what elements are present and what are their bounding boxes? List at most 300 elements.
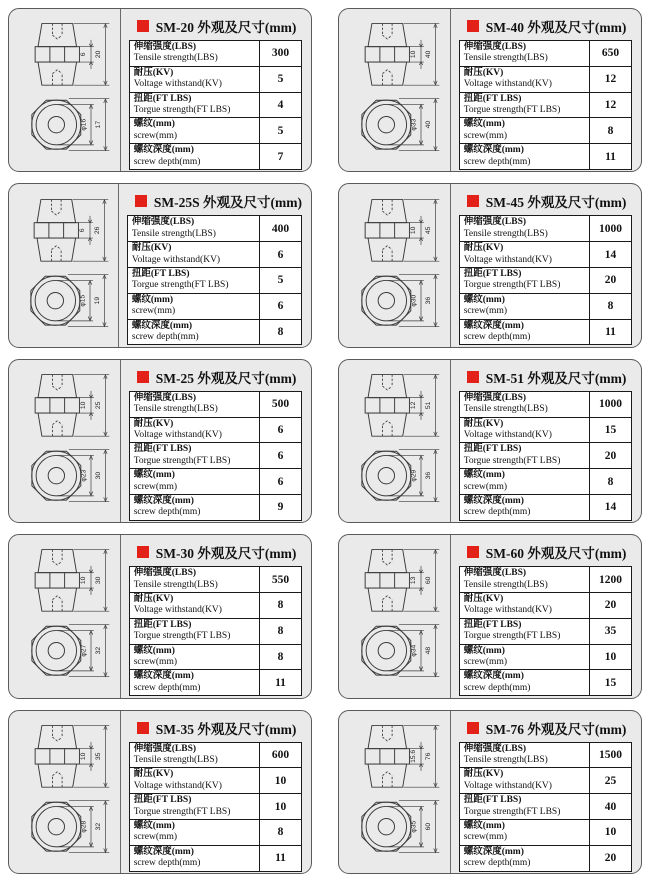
voltage-value: 25 bbox=[590, 768, 632, 794]
torque-value: 10 bbox=[260, 794, 302, 820]
table-row-screw-depth bbox=[127, 319, 301, 345]
row-label-en: Torgue strength(FT LBS) bbox=[133, 631, 231, 642]
tensile-value: 550 bbox=[260, 567, 302, 593]
red-square-bullet-icon bbox=[137, 20, 149, 32]
red-square-bullet-icon bbox=[137, 546, 149, 558]
table-row-screw-depth bbox=[459, 670, 631, 696]
table-row-torque bbox=[459, 443, 631, 469]
table-row-voltage bbox=[129, 768, 301, 794]
table-row-torque bbox=[129, 794, 301, 820]
top-view bbox=[32, 625, 110, 677]
row-label-zh: 耐压(KV) bbox=[463, 67, 504, 78]
dim-height-label: 76 bbox=[425, 752, 433, 760]
top-view bbox=[362, 274, 440, 326]
technical-drawing bbox=[9, 360, 121, 522]
row-label-zh: 螺纹深度(mm) bbox=[463, 495, 524, 506]
row-label-zh: 螺纹(mm) bbox=[463, 645, 505, 656]
row-label-zh: 耐压(KV) bbox=[463, 769, 504, 780]
table-row-screw bbox=[129, 118, 301, 144]
dim-band-label: 10 bbox=[80, 752, 88, 760]
voltage-value: 6 bbox=[260, 417, 302, 443]
tensile-value: 600 bbox=[260, 742, 302, 768]
row-label-zh: 伸缩强度(LBS) bbox=[463, 42, 527, 52]
dim-diameter-label: φ30 bbox=[411, 294, 419, 307]
dim-outer-label: 30 bbox=[95, 471, 103, 480]
dim-diameter-label: φ15 bbox=[80, 294, 88, 307]
table-row-screw-depth bbox=[459, 845, 631, 871]
row-label-en: screw(mm) bbox=[463, 832, 507, 843]
screw-value: 10 bbox=[590, 819, 632, 845]
technical-drawing bbox=[9, 9, 121, 171]
table-row-tensile bbox=[127, 216, 301, 242]
row-label-zh: 扭距(FT LBS) bbox=[133, 795, 192, 806]
panel-title-text: SM-35 外观及尺寸(mm) bbox=[155, 721, 297, 737]
tensile-value: 1200 bbox=[590, 567, 632, 593]
dim-outer-label: 48 bbox=[425, 647, 433, 655]
red-square-bullet-icon bbox=[467, 371, 479, 383]
spec-panel bbox=[8, 710, 312, 874]
technical-drawing bbox=[339, 9, 451, 171]
top-view bbox=[362, 450, 440, 502]
red-square-bullet-icon bbox=[467, 722, 479, 734]
dim-diameter-label: φ33 bbox=[411, 118, 419, 131]
row-label-en: screw(mm) bbox=[463, 306, 507, 317]
top-view bbox=[362, 800, 440, 852]
spec-content bbox=[451, 9, 641, 171]
row-label-en: Voltage withstand(KV) bbox=[463, 605, 552, 616]
row-label-zh: 螺纹深度(mm) bbox=[131, 320, 193, 331]
table-row-screw-depth bbox=[459, 319, 631, 345]
torque-value: 6 bbox=[260, 443, 302, 469]
table-row-screw bbox=[459, 469, 631, 495]
row-label-en: Torgue strength(FT LBS) bbox=[131, 280, 229, 291]
dim-band-label: 10 bbox=[410, 50, 418, 59]
row-label-en: screw depth(mm) bbox=[133, 682, 201, 693]
row-label-zh: 伸缩强度(LBS) bbox=[463, 392, 527, 403]
torque-value: 4 bbox=[260, 92, 302, 118]
table-row-tensile bbox=[129, 391, 301, 417]
technical-drawing bbox=[9, 711, 121, 873]
spec-table bbox=[459, 566, 632, 696]
row-label-zh: 伸缩强度(LBS) bbox=[463, 217, 527, 228]
dim-outer-label: 17 bbox=[95, 121, 103, 129]
table-row-torque bbox=[129, 443, 301, 469]
row-label-en: screw depth(mm) bbox=[463, 858, 531, 869]
tensile-value: 1500 bbox=[590, 742, 632, 768]
panel-title-text: SM-25 外观及尺寸(mm) bbox=[155, 370, 297, 386]
row-label-zh: 耐压(KV) bbox=[133, 593, 174, 604]
torque-value: 20 bbox=[590, 443, 632, 469]
panel-title-text: SM-60 外观及尺寸(mm) bbox=[485, 546, 627, 562]
spec-content bbox=[121, 535, 311, 697]
screw-depth-value: 11 bbox=[260, 845, 302, 871]
voltage-value: 14 bbox=[590, 242, 632, 268]
dim-outer-label: 32 bbox=[95, 822, 103, 831]
row-label-en: screw(mm) bbox=[463, 481, 507, 492]
row-label-zh: 螺纹深度(mm) bbox=[133, 145, 194, 156]
side-view bbox=[366, 199, 440, 261]
row-label-zh: 扭距(FT LBS) bbox=[463, 268, 522, 279]
panel-title-text: SM-51 外观及尺寸(mm) bbox=[485, 370, 627, 386]
screw-depth-value: 14 bbox=[590, 494, 632, 520]
table-row-torque bbox=[459, 92, 631, 118]
spec-panel bbox=[8, 8, 312, 172]
dim-height-label: 25 bbox=[95, 401, 103, 410]
spec-content bbox=[119, 184, 311, 346]
panel-title bbox=[467, 16, 632, 36]
row-label-zh: 螺纹深度(mm) bbox=[463, 320, 524, 331]
side-view bbox=[366, 550, 440, 612]
row-label-zh: 螺纹深度(mm) bbox=[463, 846, 524, 857]
row-label-en: Torgue strength(FT LBS) bbox=[463, 631, 561, 642]
panel-title-text: SM-25S 外观及尺寸(mm) bbox=[153, 195, 302, 211]
side-view bbox=[36, 24, 110, 86]
table-row-voltage bbox=[459, 592, 631, 618]
row-label-zh: 螺纹(mm) bbox=[463, 294, 505, 305]
table-row-torque bbox=[129, 618, 301, 644]
table-row-tensile bbox=[459, 216, 631, 242]
technical-drawing bbox=[9, 184, 119, 346]
table-row-tensile bbox=[459, 742, 631, 768]
row-label-zh: 耐压(KV) bbox=[463, 243, 504, 254]
red-square-bullet-icon bbox=[467, 20, 479, 32]
row-label-zh: 伸缩强度(LBS) bbox=[133, 42, 197, 52]
table-row-screw-depth bbox=[129, 670, 301, 696]
row-label-en: Torgue strength(FT LBS) bbox=[463, 806, 561, 817]
spec-panel bbox=[338, 183, 642, 347]
screw-value: 10 bbox=[590, 644, 632, 670]
spec-panel bbox=[338, 359, 642, 523]
row-label-zh: 螺纹深度(mm) bbox=[463, 671, 524, 682]
table-row-torque bbox=[459, 267, 631, 293]
row-label-en: screw(mm) bbox=[133, 130, 177, 141]
screw-value: 8 bbox=[260, 819, 302, 845]
row-label-en: Voltage withstand(KV) bbox=[133, 429, 222, 440]
torque-value: 8 bbox=[260, 618, 302, 644]
spec-panel bbox=[338, 8, 642, 172]
table-row-tensile bbox=[129, 41, 301, 67]
technical-drawing bbox=[339, 360, 451, 522]
screw-value: 8 bbox=[590, 118, 632, 144]
row-label-zh: 螺纹(mm) bbox=[133, 119, 175, 130]
table-row-voltage bbox=[127, 242, 301, 268]
spec-table bbox=[129, 742, 302, 872]
red-square-bullet-icon bbox=[137, 371, 149, 383]
insulator-drawing-svg bbox=[343, 14, 447, 166]
spec-table bbox=[129, 566, 302, 696]
table-row-screw-depth bbox=[129, 144, 301, 170]
row-label-en: screw depth(mm) bbox=[463, 331, 531, 342]
dim-height-label: 35 bbox=[95, 752, 103, 760]
table-row-voltage bbox=[459, 417, 631, 443]
dim-band-label: 6 bbox=[80, 52, 88, 57]
row-label-en: Tensile strength(LBS) bbox=[463, 404, 548, 415]
tensile-value: 650 bbox=[590, 41, 632, 67]
table-row-screw-depth bbox=[459, 494, 631, 520]
row-label-en: Voltage withstand(KV) bbox=[133, 605, 222, 616]
row-label-zh: 螺纹(mm) bbox=[133, 820, 175, 831]
dim-outer-label: 36 bbox=[425, 471, 433, 480]
panel-title bbox=[467, 718, 632, 738]
row-label-zh: 扭距(FT LBS) bbox=[463, 795, 522, 806]
table-row-tensile bbox=[459, 567, 631, 593]
dim-diameter-label: φ29 bbox=[411, 469, 419, 482]
row-label-en: screw(mm) bbox=[463, 656, 507, 667]
row-label-zh: 耐压(KV) bbox=[463, 418, 504, 429]
dim-outer-label: 32 bbox=[95, 647, 103, 655]
table-row-voltage bbox=[459, 242, 631, 268]
screw-depth-value: 11 bbox=[260, 670, 302, 696]
spec-panel bbox=[8, 183, 312, 347]
row-label-en: Torgue strength(FT LBS) bbox=[133, 806, 231, 817]
red-square-bullet-icon bbox=[467, 195, 479, 207]
voltage-value: 20 bbox=[590, 592, 632, 618]
table-row-screw bbox=[129, 469, 301, 495]
row-label-zh: 螺纹深度(mm) bbox=[133, 495, 194, 506]
row-label-en: screw depth(mm) bbox=[133, 858, 201, 869]
panel-title bbox=[467, 191, 632, 211]
torque-value: 20 bbox=[590, 267, 632, 293]
top-view bbox=[32, 800, 110, 852]
table-row-voltage bbox=[459, 66, 631, 92]
top-view bbox=[32, 99, 110, 151]
side-view bbox=[366, 375, 440, 437]
row-label-en: Tensile strength(LBS) bbox=[133, 404, 218, 415]
row-label-zh: 伸缩强度(LBS) bbox=[463, 568, 527, 579]
spec-panel bbox=[8, 534, 312, 698]
screw-value: 8 bbox=[590, 293, 632, 319]
dim-height-label: 30 bbox=[95, 577, 103, 585]
table-row-voltage bbox=[459, 768, 631, 794]
row-label-en: Tensile strength(LBS) bbox=[133, 53, 218, 64]
table-row-screw bbox=[459, 293, 631, 319]
screw-depth-value: 8 bbox=[260, 319, 302, 345]
table-row-tensile bbox=[129, 567, 301, 593]
top-view bbox=[32, 450, 110, 502]
row-label-zh: 耐压(KV) bbox=[133, 769, 174, 780]
screw-depth-value: 7 bbox=[260, 144, 302, 170]
row-label-en: Voltage withstand(KV) bbox=[463, 254, 552, 265]
voltage-value: 15 bbox=[590, 417, 632, 443]
table-row-screw bbox=[459, 644, 631, 670]
row-label-zh: 扭距(FT LBS) bbox=[463, 93, 522, 104]
spec-content bbox=[451, 535, 641, 697]
insulator-drawing-svg bbox=[13, 365, 117, 517]
screw-depth-value: 15 bbox=[590, 670, 632, 696]
screw-depth-value: 11 bbox=[590, 319, 632, 345]
dim-diameter-label: φ28 bbox=[81, 820, 89, 833]
voltage-value: 8 bbox=[260, 592, 302, 618]
torque-value: 12 bbox=[590, 92, 632, 118]
row-label-en: Voltage withstand(KV) bbox=[463, 429, 552, 440]
panel-title-text: SM-45 外观及尺寸(mm) bbox=[485, 195, 627, 211]
row-label-zh: 螺纹(mm) bbox=[133, 470, 175, 481]
insulator-drawing-svg bbox=[12, 190, 116, 342]
row-label-zh: 耐压(KV) bbox=[131, 243, 172, 254]
dim-band-label: 10 bbox=[80, 577, 88, 585]
screw-depth-value: 9 bbox=[260, 494, 302, 520]
panel-title-text: SM-30 外观及尺寸(mm) bbox=[155, 546, 297, 562]
row-label-en: Tensile strength(LBS) bbox=[463, 579, 548, 590]
screw-value: 5 bbox=[260, 118, 302, 144]
table-row-screw bbox=[459, 819, 631, 845]
table-row-tensile bbox=[459, 391, 631, 417]
row-label-en: screw(mm) bbox=[133, 832, 177, 843]
row-label-zh: 伸缩强度(LBS) bbox=[133, 392, 197, 403]
row-label-en: Tensile strength(LBS) bbox=[463, 53, 548, 64]
tensile-value: 1000 bbox=[590, 391, 632, 417]
table-row-screw bbox=[129, 819, 301, 845]
row-label-en: Torgue strength(FT LBS) bbox=[133, 455, 231, 466]
dim-height-label: 45 bbox=[425, 226, 433, 234]
table-row-screw-depth bbox=[129, 845, 301, 871]
screw-value: 6 bbox=[260, 469, 302, 495]
side-view bbox=[366, 725, 440, 787]
row-label-en: Voltage withstand(KV) bbox=[131, 254, 221, 265]
table-row-torque bbox=[129, 92, 301, 118]
screw-value: 6 bbox=[260, 293, 302, 319]
row-label-en: screw depth(mm) bbox=[133, 507, 201, 518]
voltage-value: 10 bbox=[260, 768, 302, 794]
table-row-screw bbox=[129, 644, 301, 670]
row-label-en: screw(mm) bbox=[463, 130, 507, 141]
tensile-value: 300 bbox=[260, 41, 302, 67]
spec-content bbox=[121, 711, 311, 873]
side-view bbox=[35, 199, 109, 261]
row-label-en: screw depth(mm) bbox=[463, 156, 531, 167]
spec-table bbox=[127, 215, 302, 345]
row-label-zh: 耐压(KV) bbox=[133, 67, 174, 78]
row-label-zh: 扭距(FT LBS) bbox=[133, 619, 192, 630]
row-label-zh: 螺纹(mm) bbox=[133, 645, 175, 656]
side-view bbox=[366, 24, 440, 86]
technical-drawing bbox=[9, 535, 121, 697]
dim-band-label: 12 bbox=[410, 401, 418, 410]
dim-outer-label: 60 bbox=[425, 822, 433, 831]
side-view bbox=[36, 375, 110, 437]
voltage-value: 5 bbox=[260, 66, 302, 92]
row-label-en: screw(mm) bbox=[133, 481, 177, 492]
row-label-zh: 耐压(KV) bbox=[463, 593, 504, 604]
tensile-value: 400 bbox=[260, 216, 302, 242]
insulator-drawing-svg bbox=[13, 716, 117, 868]
row-label-en: screw depth(mm) bbox=[133, 156, 201, 167]
insulator-drawing-svg bbox=[343, 716, 447, 868]
insulator-drawing-svg bbox=[13, 14, 117, 166]
dim-height-label: 26 bbox=[94, 226, 102, 234]
panel-title bbox=[137, 718, 302, 738]
dim-diameter-label: φ16 bbox=[81, 118, 89, 131]
spec-table bbox=[459, 215, 632, 345]
spec-panel bbox=[8, 359, 312, 523]
panel-title bbox=[137, 16, 302, 36]
row-label-zh: 螺纹(mm) bbox=[463, 470, 505, 481]
voltage-value: 12 bbox=[590, 66, 632, 92]
row-label-en: Tensile strength(LBS) bbox=[463, 228, 548, 239]
row-label-en: Tensile strength(LBS) bbox=[463, 754, 548, 765]
top-view bbox=[362, 99, 440, 151]
row-label-zh: 伸缩强度(LBS) bbox=[131, 217, 195, 228]
dim-height-label: 20 bbox=[95, 50, 103, 59]
panel-title bbox=[135, 191, 302, 211]
insulator-drawing-svg bbox=[343, 540, 447, 692]
technical-drawing bbox=[339, 535, 451, 697]
dim-height-label: 40 bbox=[425, 50, 433, 59]
row-label-zh: 扭距(FT LBS) bbox=[133, 444, 192, 455]
screw-value: 8 bbox=[590, 469, 632, 495]
row-label-zh: 扭距(FT LBS) bbox=[463, 619, 522, 630]
panel-title-text: SM-40 外观及尺寸(mm) bbox=[485, 20, 627, 35]
row-label-zh: 螺纹深度(mm) bbox=[463, 145, 524, 156]
row-label-zh: 扭距(FT LBS) bbox=[133, 93, 192, 104]
spec-table bbox=[459, 40, 632, 170]
row-label-zh: 扭距(FT LBS) bbox=[463, 444, 522, 455]
spec-table bbox=[129, 391, 302, 521]
insulator-drawing-svg bbox=[13, 540, 117, 692]
row-label-en: screw(mm) bbox=[133, 656, 177, 667]
screw-depth-value: 11 bbox=[590, 144, 632, 170]
voltage-value: 6 bbox=[260, 242, 302, 268]
dim-diameter-label: φ23 bbox=[81, 469, 89, 482]
insulator-drawing-svg bbox=[343, 190, 447, 342]
row-label-zh: 螺纹(mm) bbox=[463, 820, 505, 831]
row-label-en: Voltage withstand(KV) bbox=[133, 780, 222, 791]
row-label-zh: 螺纹(mm) bbox=[131, 294, 174, 305]
row-label-zh: 螺纹深度(mm) bbox=[133, 671, 194, 682]
table-row-screw bbox=[127, 293, 301, 319]
row-label-zh: 扭距(FT LBS) bbox=[131, 268, 190, 279]
technical-drawing bbox=[339, 184, 451, 346]
top-view bbox=[362, 625, 440, 677]
top-view bbox=[31, 274, 109, 326]
screw-value: 8 bbox=[260, 644, 302, 670]
dim-outer-label: 19 bbox=[94, 296, 102, 305]
row-label-zh: 伸缩强度(LBS) bbox=[463, 743, 527, 754]
table-row-torque bbox=[127, 267, 301, 293]
tensile-value: 1000 bbox=[590, 216, 632, 242]
torque-value: 40 bbox=[590, 794, 632, 820]
row-label-en: Tensile strength(LBS) bbox=[133, 579, 218, 590]
row-label-en: Tensile strength(LBS) bbox=[133, 754, 218, 765]
tensile-value: 500 bbox=[260, 391, 302, 417]
row-label-zh: 螺纹(mm) bbox=[463, 119, 505, 130]
spec-content bbox=[451, 711, 641, 873]
panel-title bbox=[467, 542, 632, 562]
panel-title bbox=[137, 367, 302, 387]
row-label-en: screw depth(mm) bbox=[463, 682, 531, 693]
table-row-screw-depth bbox=[129, 494, 301, 520]
row-label-en: screw depth(mm) bbox=[131, 331, 199, 342]
row-label-zh: 伸缩强度(LBS) bbox=[133, 743, 197, 754]
dim-diameter-label: φ27 bbox=[81, 645, 89, 657]
dim-diameter-label: φ34 bbox=[411, 645, 419, 657]
panel-title bbox=[467, 367, 632, 387]
table-row-tensile bbox=[129, 742, 301, 768]
spec-table bbox=[459, 742, 632, 872]
dim-band-label: 10 bbox=[410, 226, 418, 234]
dim-band-label: 10 bbox=[80, 401, 88, 410]
dim-outer-label: 40 bbox=[425, 121, 433, 129]
row-label-en: Torgue strength(FT LBS) bbox=[133, 104, 231, 115]
dim-diameter-label: φ35 bbox=[411, 820, 419, 833]
dim-outer-label: 36 bbox=[425, 296, 433, 305]
spec-table bbox=[459, 391, 632, 521]
side-view bbox=[36, 725, 110, 787]
torque-value: 5 bbox=[260, 267, 302, 293]
dim-height-label: 60 bbox=[425, 577, 433, 585]
screw-depth-value: 20 bbox=[590, 845, 632, 871]
panel-title-text: SM-76 外观及尺寸(mm) bbox=[485, 721, 627, 737]
